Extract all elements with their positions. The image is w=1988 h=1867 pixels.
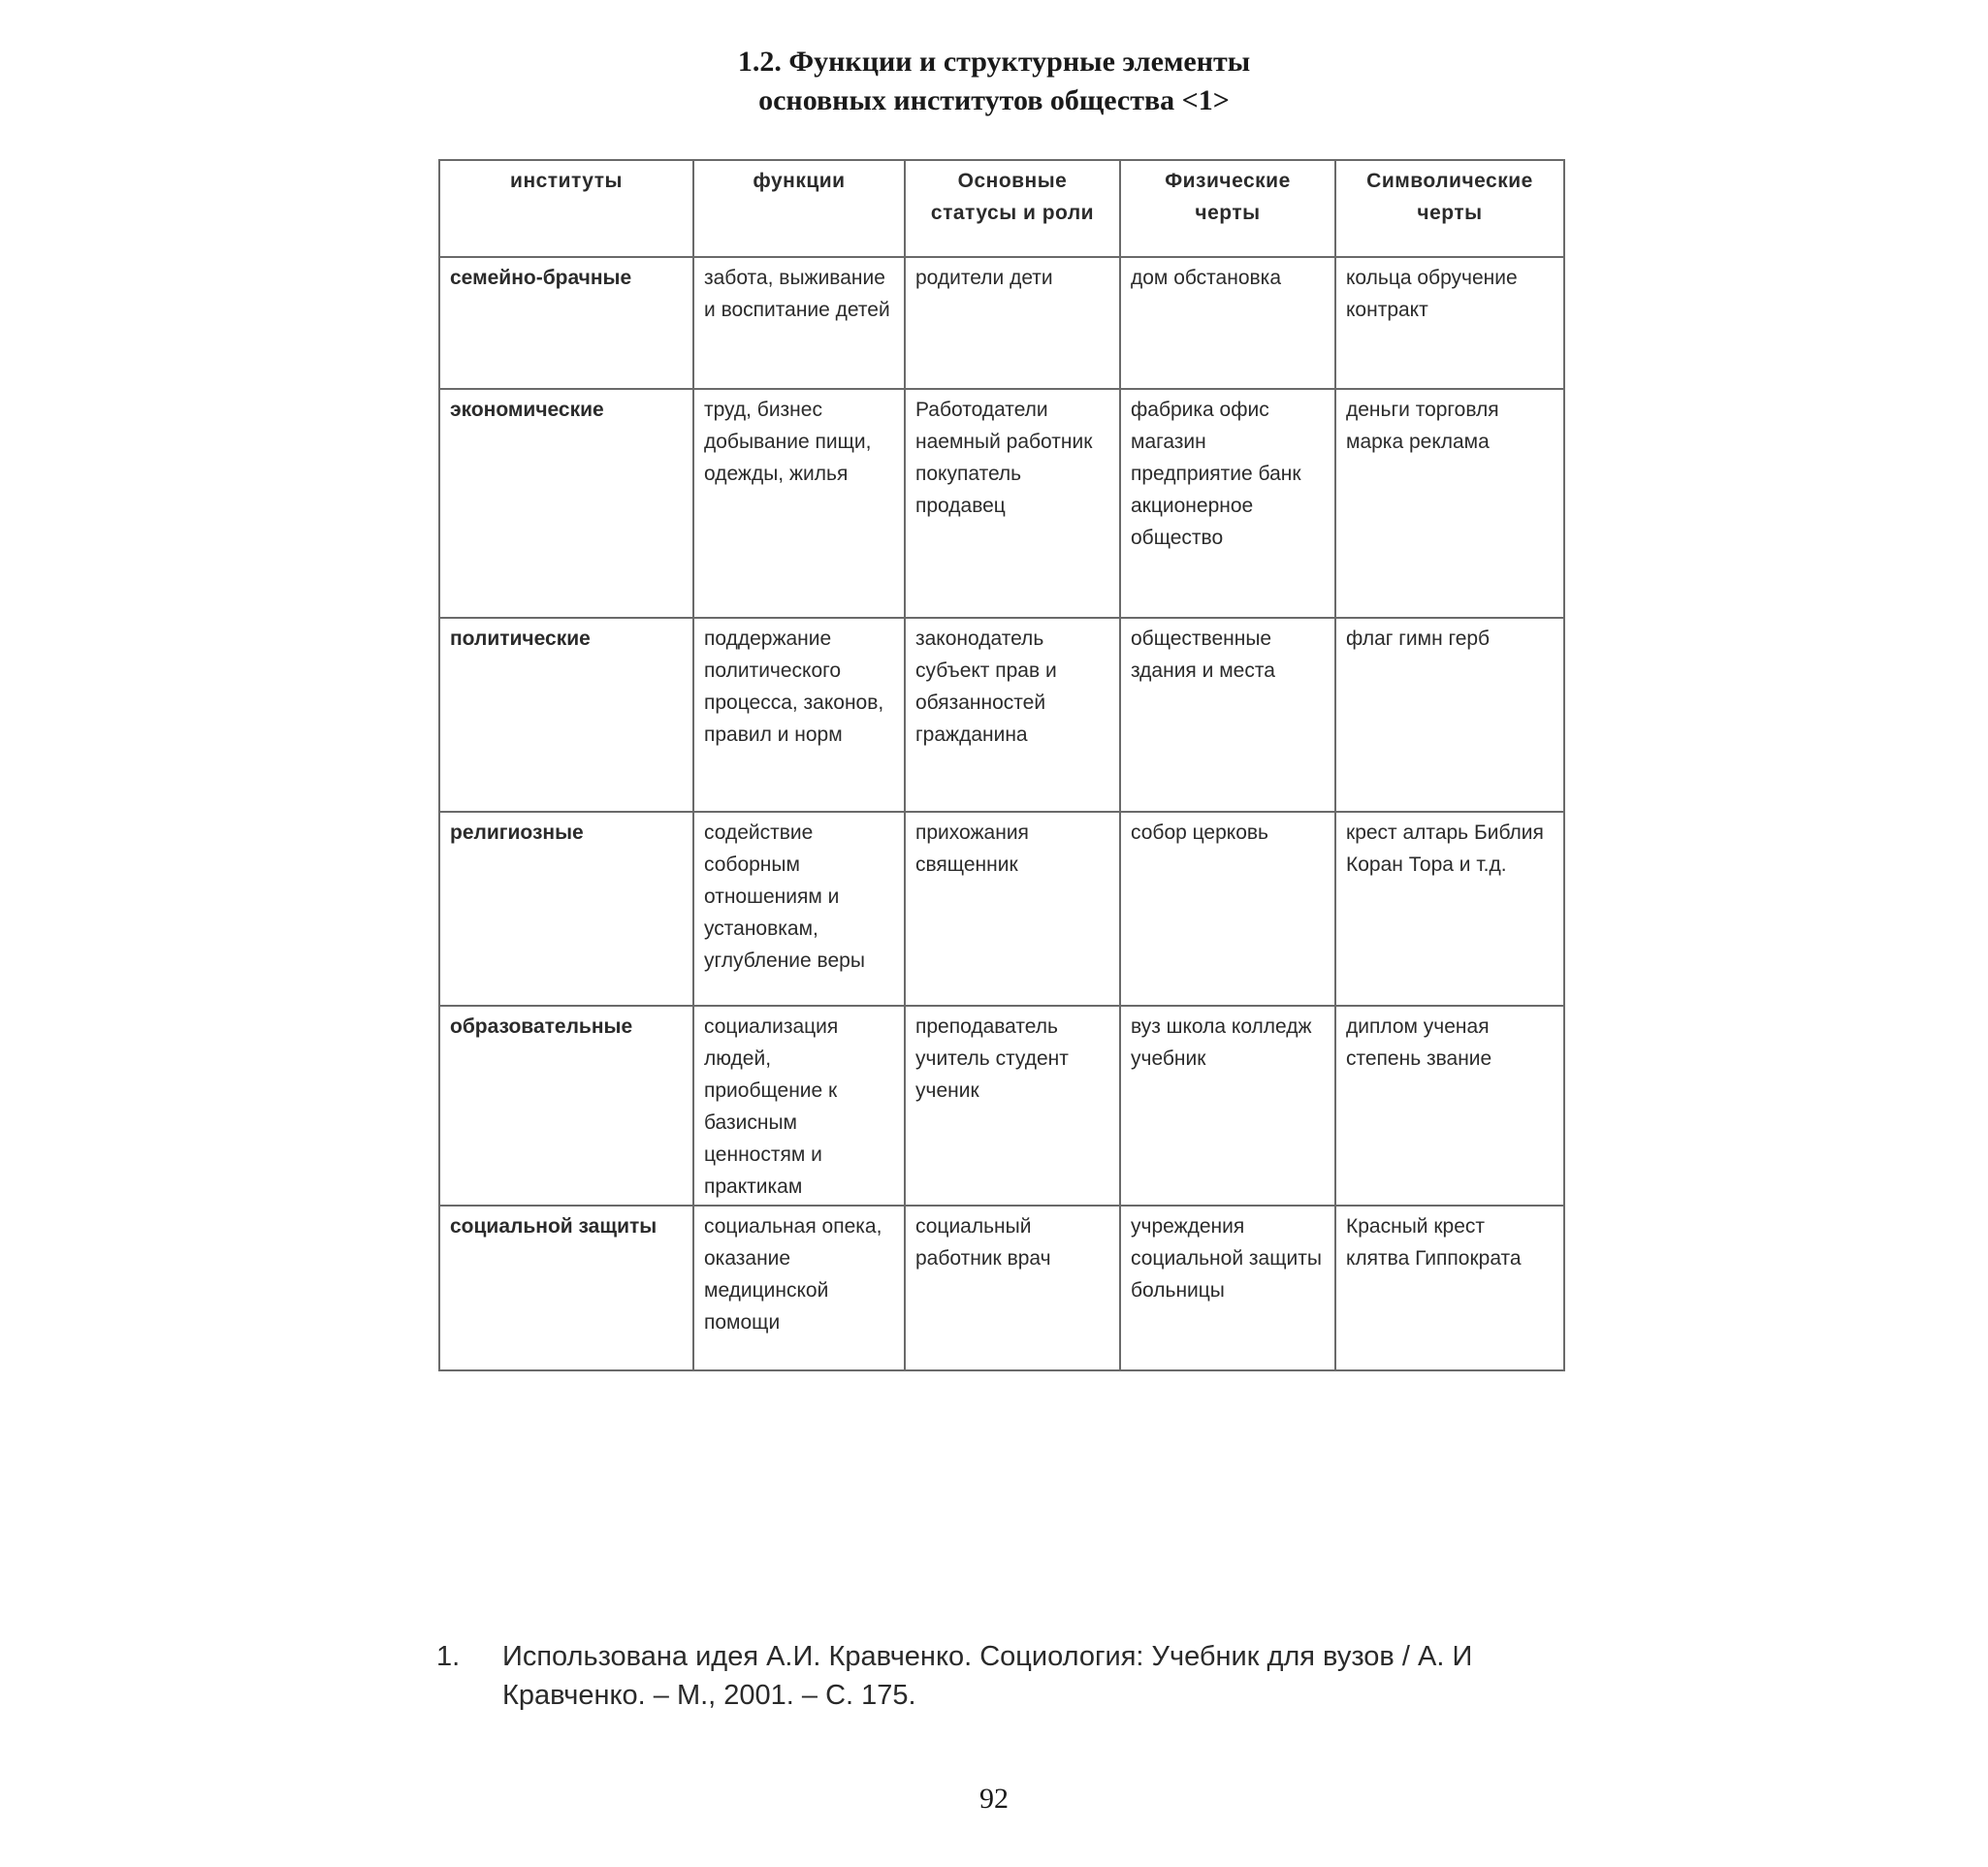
cell-statuses: родители дети bbox=[905, 257, 1120, 389]
cell-physical: вуз школа колледж учебник bbox=[1120, 1006, 1335, 1206]
cell-symbolic: Красный крест клятва Гиппократа bbox=[1335, 1206, 1564, 1370]
cell-physical: собор церковь bbox=[1120, 812, 1335, 1006]
cell-symbolic: кольца обручение контракт bbox=[1335, 257, 1564, 389]
table-row bbox=[439, 389, 1564, 618]
cell-statuses: социальный работник врач bbox=[905, 1206, 1120, 1370]
cell-institute: образовательные bbox=[439, 1006, 693, 1206]
cell-physical: дом обстановка bbox=[1120, 257, 1335, 389]
table-row bbox=[439, 1006, 1564, 1206]
cell-institute: социальной защиты bbox=[439, 1206, 693, 1370]
table-row bbox=[439, 1206, 1564, 1370]
cell-functions: содействие соборным отношениям и установкам, углубление веры bbox=[693, 812, 905, 1006]
header-physical: Физические черты bbox=[1120, 160, 1335, 257]
cell-physical: фабрика офис магазин предприятие банк акционерное общество bbox=[1120, 389, 1335, 618]
table-row bbox=[439, 812, 1564, 1006]
table-row bbox=[439, 618, 1564, 812]
institutions-table bbox=[438, 159, 1565, 1371]
cell-institute: религиозные bbox=[439, 812, 693, 1006]
cell-institute: семейно-брачные bbox=[439, 257, 693, 389]
cell-statuses: законодатель субъект прав и обязанностей гражданина bbox=[905, 618, 1120, 812]
table-row bbox=[439, 257, 1564, 389]
cell-functions: поддержание политического процесса, законов, правил и норм bbox=[693, 618, 905, 812]
cell-statuses: прихожания священник bbox=[905, 812, 1120, 1006]
header-symbolic: Символические черты bbox=[1335, 160, 1564, 257]
cell-functions: социальная опека, оказание медицинской помощи bbox=[693, 1206, 905, 1370]
cell-symbolic: деньги торговля марка реклама bbox=[1335, 389, 1564, 618]
footnote-number: 1. bbox=[436, 1641, 461, 1672]
cell-statuses: преподаватель учитель студент ученик bbox=[905, 1006, 1120, 1206]
table-header-row bbox=[439, 160, 1564, 257]
cell-symbolic: диплом ученая степень звание bbox=[1335, 1006, 1564, 1206]
title-line-2: основных институтов общества <1> bbox=[758, 84, 1230, 116]
cell-institute: экономические bbox=[439, 389, 693, 618]
title-line-1: 1.2. Функции и структурные элементы bbox=[737, 46, 1251, 78]
cell-symbolic: крест алтарь Библия Коран Тора и т.д. bbox=[1335, 812, 1564, 1006]
header-institutes: институты bbox=[439, 160, 693, 257]
cell-symbolic: флаг гимн герб bbox=[1335, 618, 1564, 812]
cell-functions: забота, выживание и воспитание детей bbox=[693, 257, 905, 389]
cell-physical: общественные здания и места bbox=[1120, 618, 1335, 812]
cell-statuses: Работодатели наемный работник покупатель продавец bbox=[905, 389, 1120, 618]
page-title bbox=[0, 43, 1988, 120]
cell-institute: политические bbox=[439, 618, 693, 812]
cell-functions: социализация людей, приобщение к базисным ценностям и практикам bbox=[693, 1006, 905, 1206]
header-functions: функции bbox=[693, 160, 905, 257]
cell-physical: учреждения социальной защиты больницы bbox=[1120, 1206, 1335, 1370]
header-statuses: Основные статусы и роли bbox=[905, 160, 1120, 257]
cell-functions: труд, бизнес добывание пищи, одежды, жилья bbox=[693, 389, 905, 618]
page-number: 92 bbox=[979, 1783, 1009, 1815]
footnote-text: Использована идея А.И. Кравченко. Социология: Учебник для вузов / А. И Кравченко. – М., 2001. – С. 175. bbox=[502, 1641, 1473, 1711]
